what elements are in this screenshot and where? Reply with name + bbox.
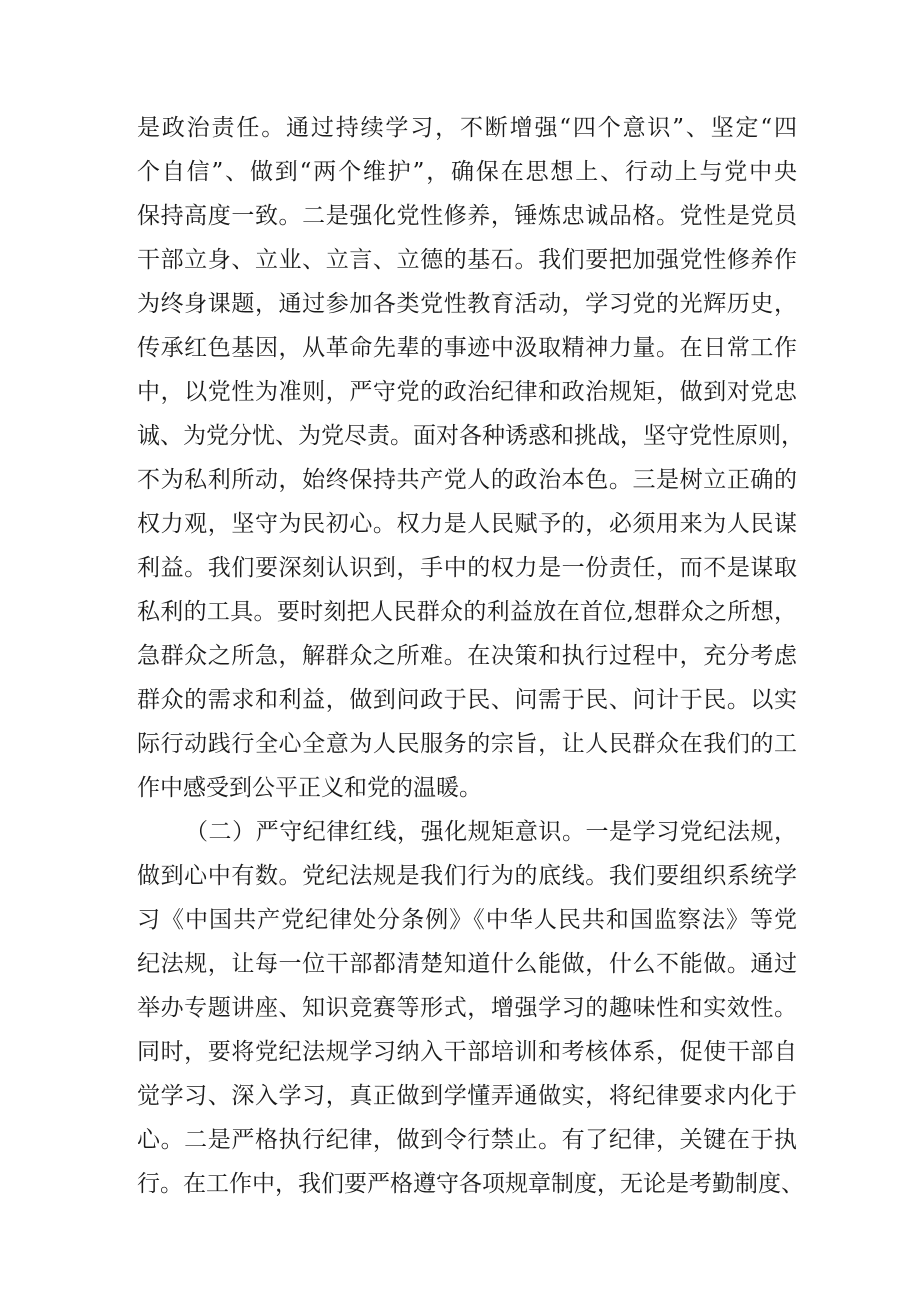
text-line: 习《中国共产党纪律处分条例》《中华人民共和国监察法》等党	[137, 907, 797, 933]
text-line: 权力观，坚守为民初心。权力是人民赋予的，必须用来为人民谋	[137, 511, 797, 537]
text-line: 做到心中有数。党纪法规是我们行为的底线。我们要组织系统学	[137, 863, 797, 889]
text-line: 作中感受到公平正义和党的温暖。	[137, 775, 482, 801]
text-line: 保持高度一致。二是强化党性修养，锤炼忠诚品格。党性是党员	[137, 203, 797, 229]
text-line: 诚、为党分忧、为党尽责。面对各种诱惑和挑战，坚守党性原则，	[137, 423, 804, 449]
text-line: 行。在工作中，我们要严格遵守各项规章制度，无论是考勤制度、	[137, 1171, 804, 1197]
text-line: 心。二是严格执行纪律，做到令行禁止。有了纪律，关键在于执	[137, 1127, 797, 1153]
text-line: 为终身课题，通过参加各类党性教育活动，学习党的光辉历史，	[137, 291, 797, 317]
text-line: 际行动践行全心全意为人民服务的宗旨，让人民群众在我们的工	[137, 731, 797, 757]
text-line: 觉学习、深入学习，真正做到学懂弄通做实，将纪律要求内化于	[137, 1083, 797, 1109]
text-line: 干部立身、立业、立言、立德的基石。我们要把加强党性修养作	[137, 247, 797, 273]
text-line: 利益。我们要深刻认识到，手中的权力是一份责任，而不是谋取	[137, 555, 797, 581]
text-line: 传承红色基因，从革命先辈的事迹中汲取精神力量。在日常工作	[137, 335, 797, 361]
text-line: 中，以党性为准则，严守党的政治纪律和政治规矩，做到对党忠	[137, 379, 797, 405]
text-line: 群众的需求和利益，做到问政于民、问需于民、问计于民。以实	[137, 687, 797, 713]
text-line: 举办专题讲座、知识竞赛等形式，增强学习的趣味性和实效性。	[137, 995, 797, 1021]
text-line: 个自信”、做到“两个维护”，确保在思想上、行动上与党中央	[137, 159, 797, 185]
section-heading-line: （二）严守纪律红线，强化规矩意识。一是学习党纪法规，	[185, 819, 797, 845]
text-line: 同时，要将党纪法规学习纳入干部培训和考核体系，促使干部自	[137, 1039, 797, 1065]
text-line: 是政治责任。通过持续学习，不断增强“四个意识”、坚定“四	[137, 115, 797, 141]
text-line: 私利的工具。要时刻把人民群众的利益放在首位,想群众之所想，	[137, 599, 797, 625]
text-line: 不为私利所动，始终保持共产党人的政治本色。三是树立正确的	[137, 467, 797, 493]
text-line: 纪法规，让每一位干部都清楚知道什么能做，什么不能做。通过	[137, 951, 797, 977]
text-line: 急群众之所急，解群众之所难。在决策和执行过程中，充分考虑	[137, 643, 797, 669]
